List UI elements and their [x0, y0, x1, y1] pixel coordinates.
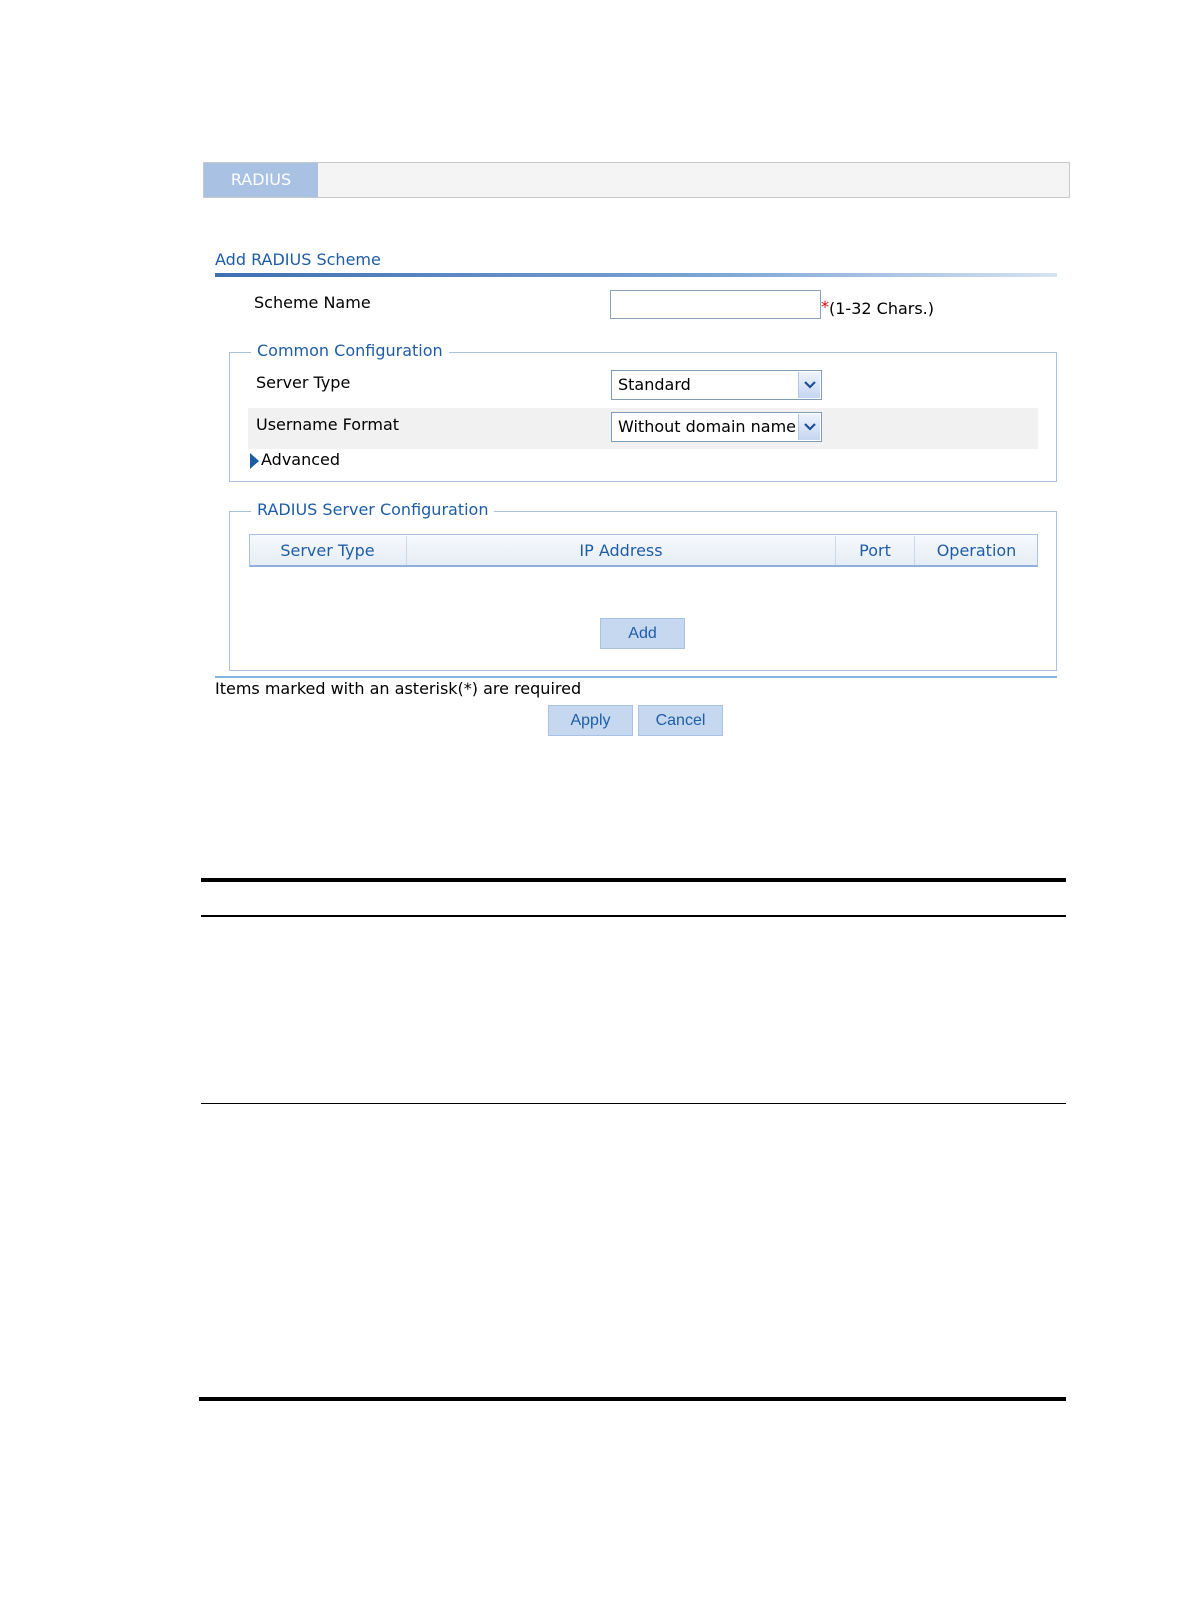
footer-divider	[215, 676, 1057, 678]
server-type-value: Standard	[618, 375, 691, 394]
scheme-name-input[interactable]	[610, 290, 821, 319]
server-type-label: Server Type	[256, 373, 351, 392]
column-header-operation: Operation	[936, 541, 1017, 560]
section-divider	[215, 273, 1057, 277]
username-format-value: Without domain name	[618, 417, 796, 436]
required-note: Items marked with an asterisk(*) are required	[215, 679, 582, 698]
cancel-button[interactable]: Cancel	[638, 705, 723, 736]
tab-radius[interactable]: RADIUS	[204, 163, 318, 197]
required-asterisk: *	[821, 297, 829, 316]
column-header-ip-address: IP Address	[579, 541, 663, 560]
scheme-name-hint: (1-32 Chars.)	[829, 299, 934, 318]
column-header-port: Port	[859, 541, 891, 560]
add-server-button[interactable]: Add	[600, 618, 685, 649]
tab-bar	[203, 162, 1070, 198]
chevron-down-icon[interactable]	[798, 414, 820, 440]
table-bottom-rule	[199, 1397, 1066, 1401]
advanced-toggle[interactable]: Advanced	[261, 450, 341, 469]
server-type-select[interactable]	[611, 370, 822, 400]
table-row-rule	[201, 1103, 1066, 1104]
username-format-select[interactable]	[611, 412, 822, 442]
table-top-rule	[201, 878, 1066, 882]
apply-button[interactable]: Apply	[548, 705, 633, 736]
expand-triangle-icon[interactable]	[250, 453, 259, 469]
section-title: Add RADIUS Scheme	[215, 250, 381, 269]
column-header-server-type: Server Type	[280, 541, 375, 560]
scheme-name-label: Scheme Name	[254, 293, 371, 312]
table-header-rule	[201, 915, 1066, 917]
chevron-down-icon[interactable]	[798, 372, 820, 398]
username-format-label: Username Format	[256, 415, 400, 434]
radius-server-configuration-legend: RADIUS Server Configuration	[251, 500, 494, 519]
common-configuration-legend: Common Configuration	[251, 341, 449, 360]
